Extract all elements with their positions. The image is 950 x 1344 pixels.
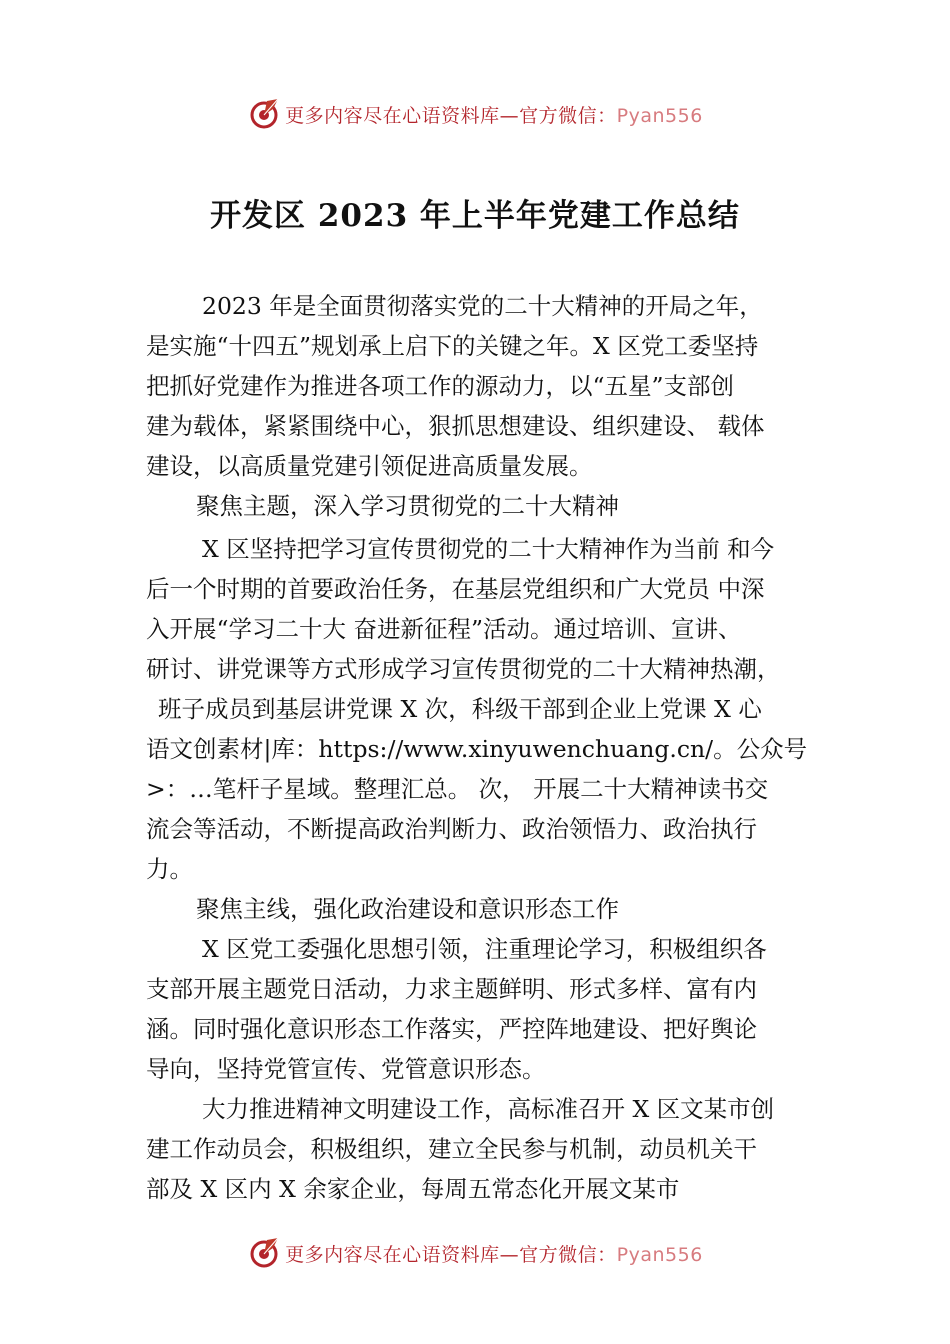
wechat-id: Pyan556 [616, 104, 703, 127]
body-line: >：…笔杆子星域。整理汇总。 次， 开展二十大精神读书交 [146, 775, 769, 803]
body-line: 建工作动员会，积极组织，建立全民参与机制，动员机关干 [146, 1135, 757, 1163]
section-heading: 聚焦主题，深入学习贯彻党的二十大精神 [196, 492, 619, 520]
body-line: X 区党工委强化思想引领，注重理论学习，积极组织各 [202, 935, 767, 963]
banner-text: 更多内容尽在心语资料库—官方微信：Pyan556 [285, 104, 703, 127]
quill-seal-icon [247, 1236, 281, 1270]
body-line: 支部开展主题党日活动，力求主题鲜明、形式多样、富有内 [146, 975, 757, 1003]
body-line: 研讨、讲党课等方式形成学习宣传贯彻党的二十大精神热潮， [146, 655, 781, 683]
body-line: 涵。同时强化意识形态工作落实，严控阵地建设、把好舆论 [146, 1015, 757, 1043]
body-line: 力。 [146, 855, 193, 883]
body-line: 大力推进精神文明建设工作，高标准召开 X 区文某市创 [202, 1095, 775, 1123]
body-line: 建设，以高质量党建引领促进高质量发展。 [146, 452, 593, 480]
quill-seal-icon [247, 97, 281, 131]
body-line: X 区坚持把学习宣传贯彻党的二十大精神作为当前 和今 [202, 535, 775, 563]
section-heading: 聚焦主线，强化政治建设和意识形态工作 [196, 895, 619, 923]
body-line: 是实施“十四五”规划承上启下的关键之年。X 区党工委坚持 [146, 332, 759, 360]
body-line: 建为载体，紧紧围绕中心，狠抓思想建设、组织建设、 载体 [146, 412, 765, 440]
body-line: 后一个时期的首要政治任务，在基层党组织和广大党员 中深 [146, 575, 765, 603]
document-title: 开发区 2023 年上半年党建工作总结 [210, 198, 740, 234]
body-line: 导向，坚持党管宣传、党管意识形态。 [146, 1055, 546, 1083]
body-line: 2023 年是全面贯彻落实党的二十大精神的开局之年， [202, 292, 763, 320]
banner-text: 更多内容尽在心语资料库—官方微信：Pyan556 [285, 1243, 703, 1266]
body-line: 部及 X 区内 X 余家企业，每周五常态化开展文某市 [146, 1175, 680, 1203]
document-body [146, 286, 836, 1209]
wechat-id: Pyan556 [616, 1243, 703, 1266]
body-line: 把抓好党建作为推进各项工作的源动力，以“五星”支部创 [146, 372, 735, 400]
body-line: 入开展“学习二十大 奋进新征程”活动。通过培训、宣讲、 [146, 615, 742, 643]
body-line: 流会等活动，不断提高政治判断力、政治领悟力、政治执行 [146, 815, 757, 843]
body-line: 语文创素材|库：https://www.xinyuwenchuang.cn/。公众号 [146, 735, 808, 763]
header-banner [0, 94, 950, 134]
footer-banner [0, 1233, 950, 1273]
body-line: 班子成员到基层讲党课 X 次，科级干部到企业上党课 X 心 [158, 695, 762, 723]
